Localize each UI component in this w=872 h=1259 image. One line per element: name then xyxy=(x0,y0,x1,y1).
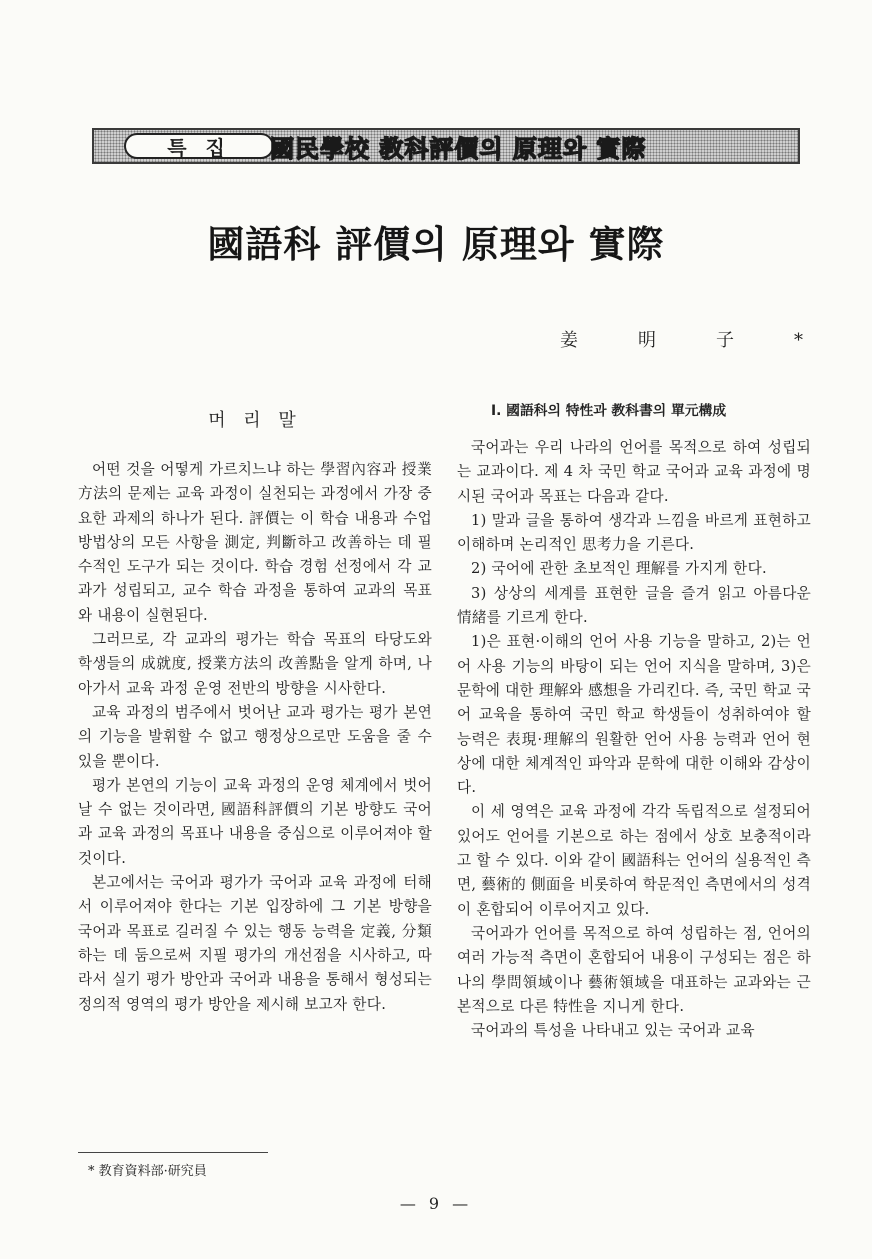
page-number: — 9 — xyxy=(399,1194,473,1213)
footnote: * 教育資料部·研究員 xyxy=(88,1164,207,1179)
author-name: 姜明子* xyxy=(560,330,863,351)
article-title: 國語科 評價의 原理와 實際 xyxy=(207,222,665,266)
goal-item-3: 3) 상상의 세계를 표현한 글을 즐겨 읽고 아름다운 情緒를 기르게 한다. xyxy=(457,584,811,627)
special-feature-banner xyxy=(92,128,800,164)
paragraph: 국어과가 언어를 목적으로 하여 성립하는 점, 언어의 여러 가능적 측면이 혼합되어 내용이 구성되는 점은 하나의 學問領域이나 藝術領域을 대표하는 교과와는 근본적으로 다른 特性을 지니게 한다. xyxy=(457,924,811,1015)
banner-title: 國民學校 教科評價의 原理와 實際 xyxy=(270,134,647,163)
section-heading-1: Ⅰ. 國語科의 特性과 教科書의 單元構成 xyxy=(491,403,727,419)
section-heading-intro: 머 리 말 xyxy=(208,410,302,431)
goal-item-2: 2) 국어에 관한 초보적인 理解를 가지게 한다. xyxy=(471,560,767,578)
paragraph: 평가 본연의 기능이 교육 과정의 운영 체계에서 벗어날 수 없는 것이라면, 國語科評價의 기본 방향도 국어과 교육 과정의 목표나 내용을 중심으로 이루어져야 할 것이다. xyxy=(78,776,432,867)
paragraph: 국어과의 특성을 나타내고 있는 국어과 교육 xyxy=(471,1022,755,1040)
paragraph: 교육 과정의 범주에서 벗어난 교과 평가는 평가 본연의 기능을 발휘할 수 없고 행정상으로만 도움을 줄 수 있을 뿐이다. xyxy=(78,703,432,770)
goal-item-1: 1) 말과 글을 통하여 생각과 느낌을 바르게 표현하고 이해하며 논리적인 思考力을 기른다. xyxy=(457,511,811,554)
banner-tag: 특 집 xyxy=(124,133,274,159)
paragraph: 이 세 영역은 교육 과정에 각각 독립적으로 설정되어 있어도 언어를 기본으로 하는 점에서 상호 보충적이라고 할 수 있다. 이와 같이 國語科는 언어의 실용적인 측면, 藝術的 側面을 비롯하여 학문적인 측면에서의 성격이 혼합되어 이루어지고 있다. xyxy=(457,803,811,918)
paragraph: 1)은 표현·이해의 언어 사용 기능을 말하고, 2)는 언어 사용 기능의 바탕이 되는 언어 지식을 말하며, 3)은 문학에 대한 理解와 感想을 가리킨다. 즉, 국민 학교 국어 교육을 통하여 국민 학교 학생들이 성취하여야 할 능력은 表現·理解의 원활한 언어 사용 능력과 언어 현상에 대한 체계적인 파악과 문학에 대한 이해와 감상이다. xyxy=(457,633,811,797)
paragraph: 본고에서는 국어과 평가가 국어과 교육 과정에 터해서 이루어져야 한다는 기본 입장하에 그 기본 방향을 국어과 목표로 길러질 수 있는 행동 능력을 定義, 分類하는 데 둠으로써 지필 평가의 개선점을 시사하고, 따라서 실기 평가 방안과 국어과 내용을 통해서 형성되는 정의적 영역의 평가 방안을 제시해 보고자 한다. xyxy=(78,874,432,1013)
paragraph: 그러므로, 각 교과의 평가는 학습 목표의 타당도와 학생들의 成就度, 授業方法의 改善點을 알게 하며, 나아가서 교육 과정 운영 전반의 방향을 시사한다. xyxy=(78,631,432,697)
paragraph: 어떤 것을 어떻게 가르치느냐 하는 學習內容과 授業方法의 문제는 교육 과정이 실천되는 과정에서 가장 중요한 과제의 하나가 된다. 評價는 이 학습 내용과 수업 방법상의 모든 사항을 測定, 判斷하고 改善하는 데 필수적인 도구가 되는 것이다. 학습 경험 선정에서 각 교과가 성립되고, 교수 학습 과정을 통하여 교과의 목표와 내용이 실현된다. xyxy=(78,461,432,624)
paragraph: 국어과는 우리 나라의 언어를 목적으로 하여 성립되는 교과이다. 제 4 차 국민 학교 국어과 교육 과정에 명시된 국어과 목표는 다음과 같다. xyxy=(457,439,811,505)
left-column xyxy=(78,400,432,1017)
footnote-divider xyxy=(78,1152,268,1153)
right-column xyxy=(457,400,811,1043)
